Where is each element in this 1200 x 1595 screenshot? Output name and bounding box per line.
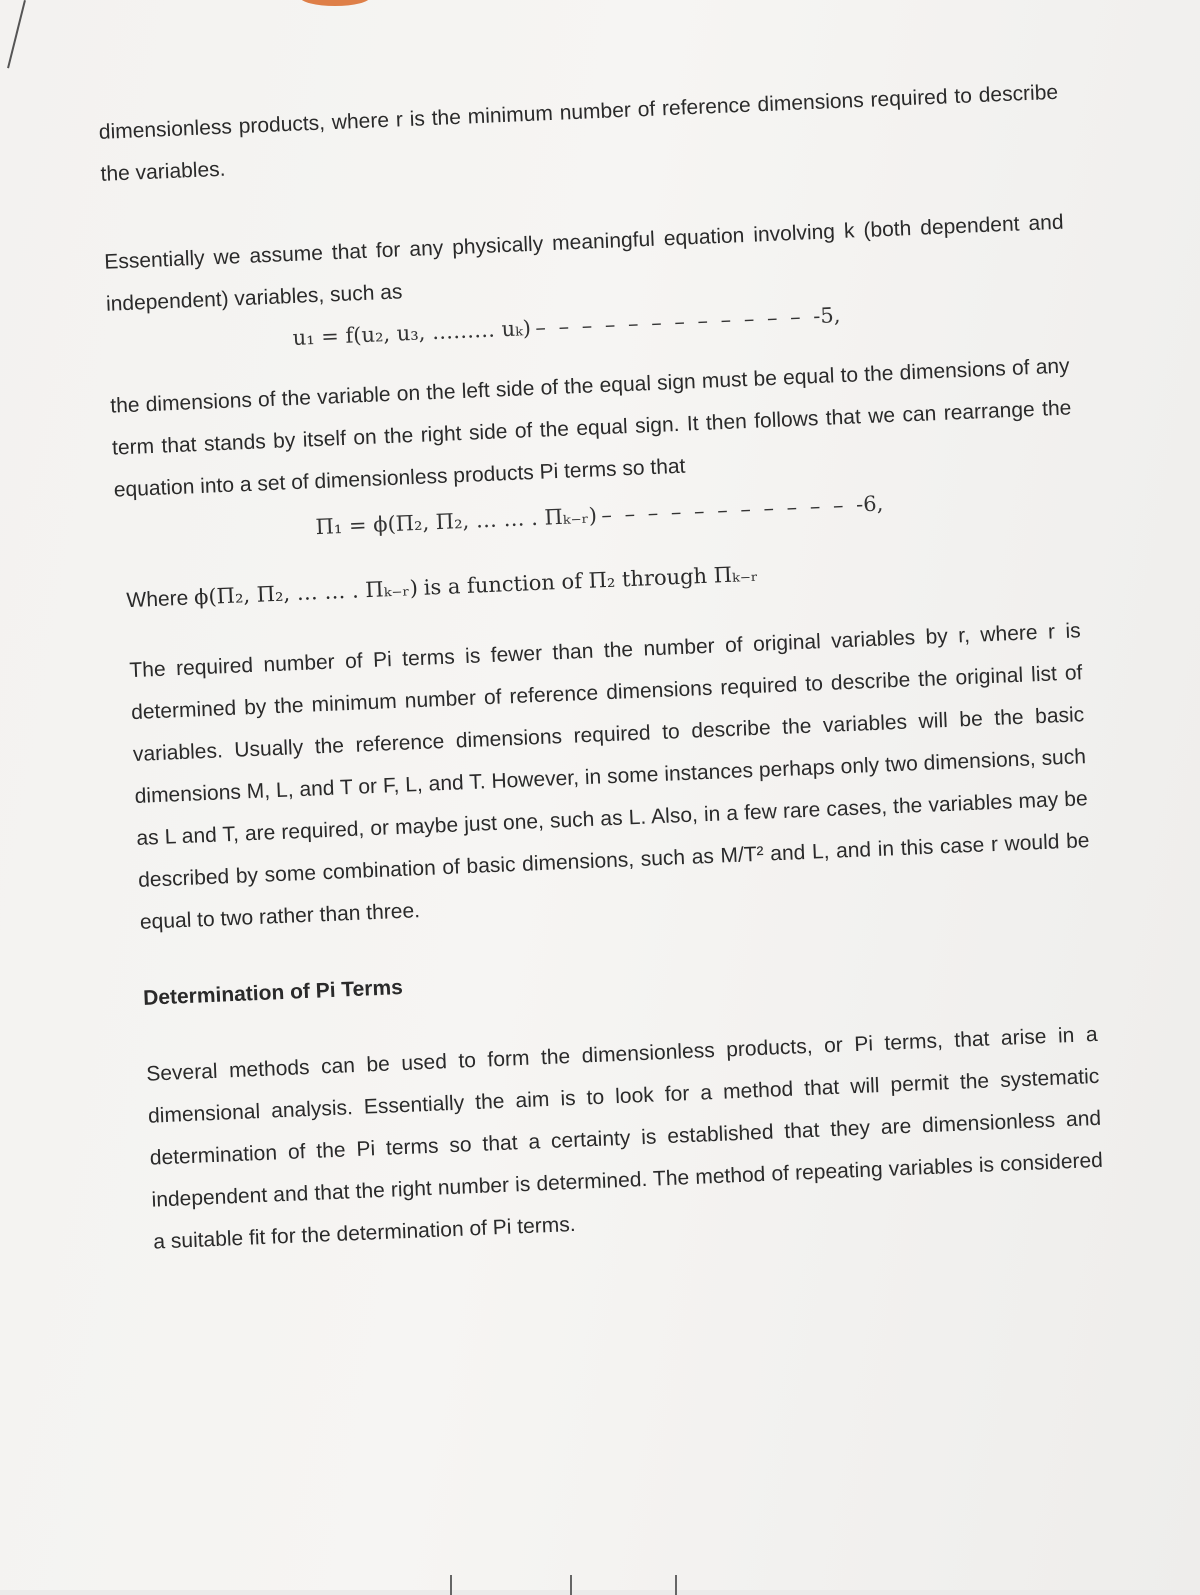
paragraph-pi-count: The required number of Pi terms is fewer than the number of original variables by r, where r is determined by the minimum number of reference dimensions required to describe the original list of variables. Usually the reference dimensions required to describe the variables will be the basic dimensions M, L, and T or F, L, and T. However, in some instances perhaps only two dimensions, such as L and T, are required, or maybe just one, such as L. Also, in a few rare cases, the variables may be described by some combination of basic dimensions, such as M/T² and L, and in this case r would be equal to two rather than three. [128,619,1090,934]
paragraph-intro: dimensionless products, where r is the minimum number of reference dimensions required to describe the variables. [98,80,1059,186]
equation-5: u₁ = f(u₂, u₃, ……… uₖ) – – – – – – – – – – – – -5, [292,303,841,350]
page-edge-line [7,0,26,68]
bottom-edge-marks [420,1575,700,1595]
paragraph-assumption: Essentially we assume that for any physically meaningful equation involving k (both dependent and independent) variables, such as [103,210,1064,316]
equation-6: Π₁ = ϕ(Π₂, Π₂, … … . Πₖ₋ᵣ) – – – – – – – – – – – -6, [315,491,884,540]
orange-mark [300,0,370,6]
equation-6-expression: Π₁ = ϕ(Π₂, Π₂, … … . Πₖ₋ᵣ) [315,503,598,540]
equation-5-label: -5, [812,303,841,329]
paragraph-methods: Several methods can be used to form the dimensionless products, or Pi terms, that arise in a dimensional analysis. Essentially the aim is to look for a method that will permit the systematic determination of the Pi terms so that a certainty is established that they are dimensionless and independent and that the right number is determined. The method of repeating variables is considered a suitable fit for the determination of Pi terms. [145,1022,1104,1254]
where-description: is a function of Π₂ through Πₖ₋ᵣ [423,561,759,600]
equation-6-label: -6, [855,491,884,517]
paragraph-dimensions: the dimensions of the variable on the left side of the equal sign must be equal to the dimensions of any term that stands by itself on the right side of the equal sign. It then follows that we can rearrange the equation into a set of dimensionless products Pi terms so that [109,354,1072,502]
where-expression: ϕ(Π₂, Π₂, … … . Πₖ₋ᵣ) [193,575,419,610]
section-heading: Determination of Pi Terms [142,975,404,1010]
document-content [95,0,1105,1264]
where-prefix: Where [126,586,189,613]
equation-5-expression: u₁ = f(u₂, u₃, ……… uₖ) [292,316,532,350]
